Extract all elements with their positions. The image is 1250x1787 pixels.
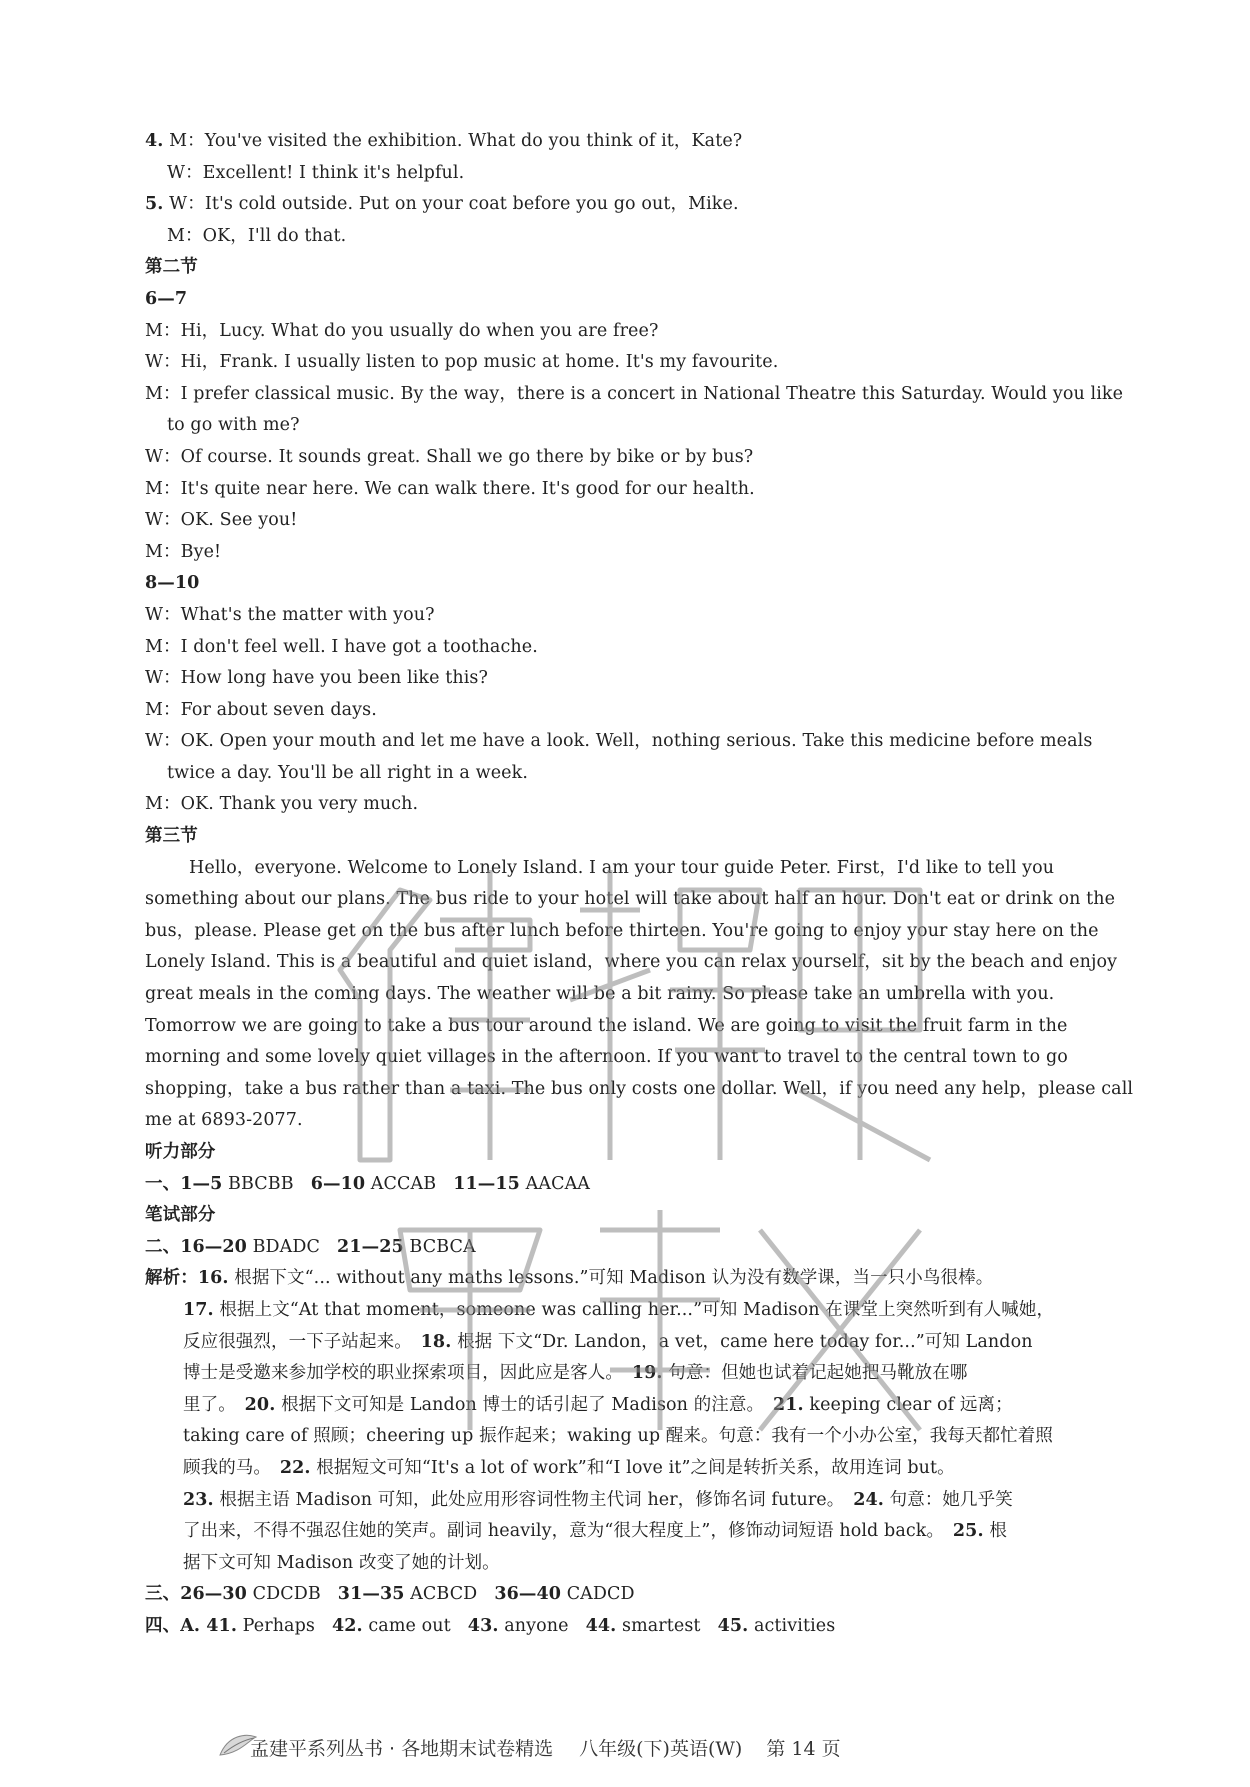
dialogue-line: W：Of course. It sounds great. Shall we go there by bike or by bus? bbox=[145, 446, 754, 467]
footer-grade: 八年级(下)英语(W) bbox=[579, 1737, 743, 1760]
dialogue-text: M：OK，I'll do that. bbox=[167, 225, 347, 246]
dialogue-line: to go with me? bbox=[167, 415, 300, 436]
answer-number: 43. bbox=[467, 1615, 499, 1636]
explanation-label: 解析： bbox=[145, 1268, 198, 1289]
listening-answers bbox=[145, 1169, 1135, 1201]
explanation-block bbox=[145, 1263, 1135, 1579]
answer-word: smartest bbox=[616, 1615, 701, 1636]
answer-letters: BDADC bbox=[246, 1236, 321, 1257]
answer-range: 31—35 bbox=[337, 1584, 405, 1605]
question-number: 5. bbox=[145, 194, 164, 215]
dialogue-line: M：OK. Thank you very much. bbox=[145, 794, 419, 815]
group-8-10-label: 8—10 bbox=[145, 573, 200, 594]
answer-number: 41. bbox=[206, 1615, 238, 1636]
explanation-line bbox=[145, 1516, 1135, 1548]
explanation-text: keeping clear of 远离； bbox=[803, 1394, 1013, 1415]
item-number: 19. bbox=[631, 1363, 663, 1384]
part3-answers bbox=[145, 1579, 1135, 1611]
answer-letters: AACAA bbox=[519, 1173, 591, 1194]
item-number: 24. bbox=[853, 1489, 884, 1510]
item-number: 22. bbox=[279, 1457, 311, 1478]
item-number: 21. bbox=[772, 1394, 804, 1415]
explanation-line bbox=[145, 1548, 1135, 1580]
listening-passage bbox=[145, 853, 1135, 1137]
passage-line: Tomorrow we are going to take a bus tour around the island. We are going to visit the fruit farm in the bbox=[145, 1015, 1068, 1036]
explanation-text: 根据下文可知是 Landon 博士的话引起了 Madison 的注意。 bbox=[275, 1394, 773, 1415]
dialogues-part1 bbox=[145, 126, 1135, 252]
answer-range: 16—20 bbox=[180, 1236, 247, 1257]
part4-answers bbox=[145, 1611, 1135, 1643]
dialogue-line: W：Hi，Frank. I usually listen to pop music at home. It's my favourite. bbox=[145, 352, 779, 373]
explanation-line bbox=[145, 1390, 1135, 1422]
explanation-text: 了出来，不得不强忍住她的笑声。副词 heavily，意为“很大程度上”，修饰动词短语 hold back。 bbox=[183, 1521, 953, 1542]
passage-line: great meals in the coming days. The weather will be a bit rainy. So please take an umbrella with you. bbox=[145, 984, 1055, 1005]
dialogue-line: W：OK. Open your mouth and let me have a look. Well，nothing serious. Take this medicine before meals bbox=[145, 731, 1093, 752]
dialogue-text: M：You've visited the exhibition. What do you think of it，Kate? bbox=[163, 131, 743, 151]
answer-number: 45. bbox=[717, 1615, 749, 1636]
answer-letters: BCBCA bbox=[403, 1236, 476, 1257]
passage-line: me at 6893-2077. bbox=[145, 1110, 303, 1131]
passage-line: Hello，everyone. Welcome to Lonely Island. I am your tour guide Peter. First，I'd like to tell you bbox=[189, 857, 1055, 878]
explanation-text: 根据下文“... without any maths lessons.”可知 Madison 认为没有数学课，当一只小鸟很棒。 bbox=[228, 1268, 994, 1289]
question-number: 4. bbox=[145, 131, 164, 151]
section2-label: 第二节 bbox=[145, 257, 198, 278]
item-number: 23. bbox=[183, 1489, 214, 1510]
explanation-text: taking care of 照顾；cheering up 振作起来；waking up 醒来。句意：我有一个小办公室，我每天都忙着照 bbox=[183, 1426, 1053, 1447]
answer-word: came out bbox=[362, 1615, 451, 1636]
explanation-line bbox=[145, 1295, 1135, 1327]
page-footer bbox=[250, 1729, 1050, 1765]
dialogue-6-7 bbox=[145, 316, 1135, 569]
part2-answers bbox=[145, 1232, 1135, 1264]
answer-range: 1—5 bbox=[180, 1173, 223, 1194]
explanation-text: 里了。 bbox=[183, 1394, 245, 1415]
explanation-text: 根 bbox=[983, 1521, 1007, 1542]
explanation-line bbox=[145, 1263, 1135, 1295]
dialogue-line: M：For about seven days. bbox=[145, 699, 377, 720]
dialogue-line: M：Hi，Lucy. What do you usually do when you are free? bbox=[145, 320, 659, 341]
section3-label: 第三节 bbox=[145, 826, 198, 847]
listening-heading: 听力部分 bbox=[145, 1142, 216, 1162]
explanation-text: 句意：她几乎笑 bbox=[883, 1489, 1013, 1510]
answer-range: 11—15 bbox=[453, 1173, 520, 1194]
explanation-text: 根据主语 Madison 可知，此处应用形容词性物主代词 her，修饰名词 future。 bbox=[213, 1489, 854, 1510]
answer-page bbox=[145, 126, 1135, 1643]
explanation-line bbox=[145, 1421, 1135, 1453]
dialogue-line bbox=[145, 126, 1135, 158]
explanation-line bbox=[145, 1327, 1135, 1359]
answer-range: 6—10 bbox=[310, 1173, 366, 1194]
passage-line: bus，please. Please get on the bus after lunch before thirteen. You're going to enjoy your stay here on the bbox=[145, 920, 1099, 941]
passage-line: shopping，take a bus rather than a taxi. The bus only costs one dollar. Well，if you need any help，please call bbox=[145, 1078, 1134, 1099]
explanation-text: 顾我的马。 bbox=[183, 1457, 280, 1478]
explanation-text: 博士是受邀来参加学校的职业探索项目，因此应是客人。 bbox=[183, 1363, 632, 1384]
dialogue-line: M：It's quite near here. We can walk there. It's good for our health. bbox=[145, 478, 755, 499]
answer-word: anyone bbox=[498, 1615, 569, 1636]
answer-number: 42. bbox=[331, 1615, 363, 1636]
answer-letters: CADCD bbox=[561, 1584, 635, 1605]
dialogue-line: twice a day. You'll be all right in a week. bbox=[167, 762, 528, 783]
explanation-text: 根据 下文“Dr. Landon，a vet，came here today for...”可知 Landon bbox=[451, 1331, 1033, 1352]
answer-prefix: 三、 bbox=[145, 1584, 181, 1605]
dialogue-line: M：I prefer classical music. By the way，there is a concert in National Theatre this Saturday. Would you like bbox=[145, 383, 1124, 404]
answer-letters: CDCDB bbox=[246, 1584, 321, 1605]
item-number: 25. bbox=[952, 1521, 984, 1542]
passage-line: Lonely Island. This is a beautiful and quiet island，where you can relax yourself，sit by the beach and enjoy bbox=[145, 952, 1118, 973]
dialogue-8-10 bbox=[145, 600, 1135, 821]
footer-page: 第 14 页 bbox=[766, 1737, 841, 1760]
answer-word: Perhaps bbox=[237, 1615, 315, 1636]
dialogue-line bbox=[145, 158, 1135, 190]
dialogue-line: W：What's the matter with you? bbox=[145, 604, 435, 625]
answer-range: 26—30 bbox=[180, 1584, 247, 1605]
explanation-text: 句意：但她也试着记起她把马靴放在哪 bbox=[662, 1363, 968, 1384]
answer-letters: BBCBB bbox=[222, 1173, 294, 1194]
explanation-text: 据下文可知 Madison 改变了她的计划。 bbox=[183, 1552, 500, 1573]
explanation-text: 反应很强烈，一下子站起来。 bbox=[183, 1331, 421, 1352]
item-number: 17. bbox=[183, 1299, 214, 1320]
leaf-logo-icon bbox=[218, 1731, 258, 1759]
answer-letters: ACBCD bbox=[404, 1584, 478, 1605]
dialogue-line: W：OK. See you! bbox=[145, 510, 298, 531]
explanation-text: 根据上文“At that moment，someone was calling her...”可知 Madison 在课堂上突然听到有人喊她， bbox=[213, 1299, 1055, 1320]
explanation-line bbox=[145, 1453, 1135, 1485]
dialogue-line: M：Bye! bbox=[145, 541, 222, 562]
answer-prefix: 二、 bbox=[145, 1236, 181, 1257]
explanation-line bbox=[145, 1358, 1135, 1390]
group-6-7-label: 6—7 bbox=[145, 288, 188, 309]
dialogue-text: W：Excellent! I think it's helpful. bbox=[167, 162, 465, 183]
passage-line: something about our plans. The bus ride to your hotel will take about half an hour. Don't eat or drink on the bbox=[145, 889, 1116, 910]
dialogue-text: W：It's cold outside. Put on your coat before you go out，Mike. bbox=[163, 194, 739, 215]
answer-prefix: 四、A. bbox=[145, 1615, 207, 1636]
explanation-text: 根据短文可知“It's a lot of work”和“I love it”之间是转折关系，故用连词 but。 bbox=[310, 1457, 955, 1478]
answer-range: 21—25 bbox=[337, 1236, 404, 1257]
item-number: 18. bbox=[420, 1331, 452, 1352]
explanation-line bbox=[145, 1485, 1135, 1517]
passage-line: morning and some lovely quiet villages in the afternoon. If you want to travel to the central town to go bbox=[145, 1047, 1068, 1068]
answer-number: 44. bbox=[585, 1615, 617, 1636]
dialogue-line bbox=[145, 189, 1135, 221]
answer-prefix: 一、 bbox=[145, 1173, 181, 1194]
answer-word: activities bbox=[748, 1615, 836, 1636]
item-number: 20. bbox=[244, 1394, 276, 1415]
item-number: 16. bbox=[197, 1268, 229, 1289]
written-heading: 笔试部分 bbox=[145, 1205, 216, 1226]
answer-letters: ACCAB bbox=[365, 1173, 437, 1194]
answer-range: 36—40 bbox=[494, 1584, 562, 1605]
dialogue-line bbox=[145, 221, 1135, 253]
footer-series: 孟建平系列丛书 · 各地期末试卷精选 bbox=[250, 1737, 554, 1760]
dialogue-line: W：How long have you been like this? bbox=[145, 668, 488, 689]
dialogue-line: M：I don't feel well. I have got a toothache. bbox=[145, 636, 538, 657]
